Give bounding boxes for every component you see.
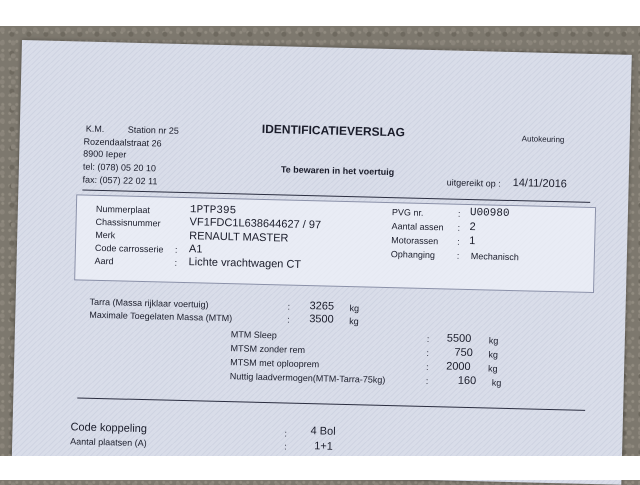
coupling-value: 4 Bol — [310, 425, 336, 438]
nobrake-value: 750 — [454, 346, 473, 360]
keep-in-vehicle-note: Te bewaren in het voertuig — [280, 164, 395, 178]
phone-number: tel: (078) 05 20 10 — [82, 161, 157, 174]
identification-report-document — [11, 40, 631, 485]
mtm-unit: kg — [349, 316, 359, 327]
image-bottom-margin — [0, 456, 640, 480]
motor-axles-value: 1 — [469, 234, 476, 248]
tow-value: 5500 — [446, 332, 472, 346]
tare-unit: kg — [349, 303, 360, 314]
motor-axles-sep: : — [457, 236, 460, 247]
type-label: Aard — [94, 255, 114, 267]
axles-value: 2 — [469, 220, 476, 234]
make-value: RENAULT MASTER — [189, 230, 289, 245]
seats-label: Aantal plaatsen (A) — [70, 436, 147, 449]
suspension-label: Ophanging — [390, 249, 436, 261]
suspension-value: Mechanisch — [470, 251, 519, 263]
tow-unit: kg — [488, 335, 499, 346]
make-label: Merk — [95, 229, 116, 241]
suspension-sep: : — [456, 250, 460, 261]
coupling-label: Code koppeling — [70, 421, 148, 436]
body-code-value: A1 — [188, 243, 203, 256]
payload-unit: kg — [491, 377, 502, 388]
payload-label: Nuttig laadvermogen(MTM-Tarra-75kg) — [229, 371, 386, 385]
street-address: Rozendaalstraat 26 — [83, 136, 162, 149]
payload-value: 160 — [457, 374, 477, 388]
chassis-label: Chassisnummer — [95, 216, 161, 229]
nobrake-sep: : — [426, 347, 430, 359]
seats-sep: : — [284, 441, 287, 452]
pvg-label: PVG nr. — [391, 207, 424, 218]
brake-value: 2000 — [446, 360, 471, 374]
type-value: Lichte vrachtwagen CT — [188, 256, 302, 271]
tare-sep: : — [287, 301, 291, 312]
fax-number: fax: (057) 22 02 11 — [82, 174, 158, 187]
station-number: Station nr 25 — [127, 124, 179, 136]
body-code-label: Code carrosserie — [94, 242, 164, 255]
tare-value: 3265 — [309, 300, 335, 313]
document-title: IDENTIFICATIEVERSLAG — [261, 121, 406, 140]
document-category: Autokeuring — [521, 134, 565, 145]
tare-label: Tarra (Massa rijklaar voertuig) — [89, 296, 209, 310]
type-sep: : — [174, 257, 178, 268]
issue-date-value: 14/11/2016 — [512, 177, 568, 191]
payload-sep: : — [425, 375, 429, 387]
tow-sep: : — [426, 333, 430, 345]
coupling-sep: : — [284, 428, 288, 439]
mtm-value: 3500 — [309, 313, 334, 326]
motor-axles-label: Motorassen — [391, 235, 439, 247]
pvg-value: U00980 — [469, 206, 510, 220]
tow-label: MTM Sleep — [230, 329, 277, 341]
body-code-sep: : — [174, 244, 178, 255]
plate-value: 1PTP395 — [189, 204, 237, 218]
brake-label: MTSM met oplooprem — [230, 357, 320, 370]
seats-value: 1+1 — [314, 440, 333, 453]
plate-label: Nummerplaat — [95, 203, 151, 216]
city-address: 8900 Ieper — [83, 148, 127, 160]
mtm-label: Maximale Toegelaten Massa (MTM) — [89, 309, 233, 324]
axles-sep: : — [457, 222, 461, 233]
nobrake-unit: kg — [488, 349, 499, 360]
org-name: K.M. — [85, 123, 105, 135]
masses-divider — [77, 397, 585, 410]
axles-label: Aantal assen — [391, 221, 444, 233]
brake-sep: : — [426, 361, 429, 373]
pvg-sep: : — [457, 208, 461, 219]
image-top-margin — [0, 0, 640, 26]
nobrake-label: MTSM zonder rem — [230, 343, 306, 356]
mtm-sep: : — [287, 314, 290, 325]
chassis-value: VF1FDC1L638644627 / 97 — [189, 216, 322, 232]
brake-unit: kg — [487, 363, 498, 374]
issue-date-label: uitgereikt op : — [446, 177, 501, 189]
